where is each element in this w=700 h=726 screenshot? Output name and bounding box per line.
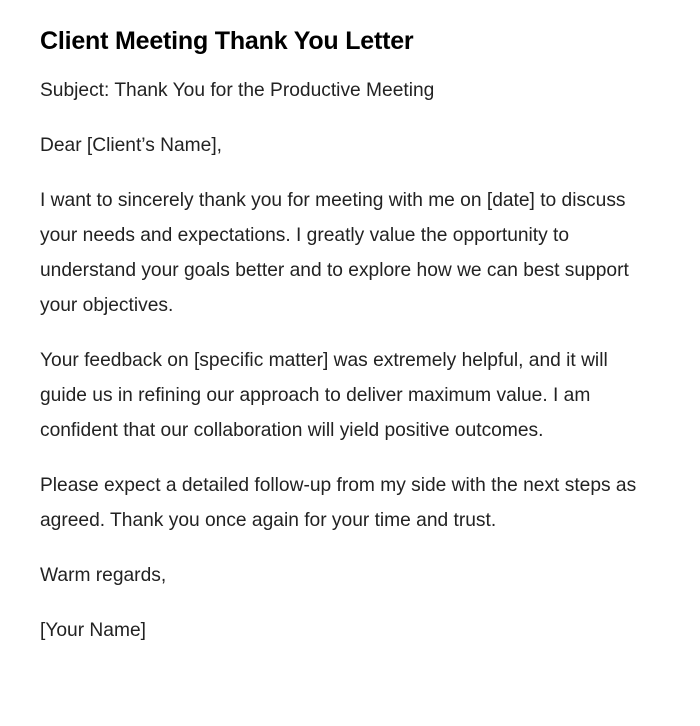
letter-document: [40, 26, 650, 668]
body-paragraph-3: Please expect a detailed follow-up from my side with the next steps as agreed. Thank you once again for your time and trust.: [40, 475, 637, 531]
subject-line: Subject: Thank You for the Productive Meeting: [40, 80, 435, 101]
signature: [Your Name]: [40, 620, 146, 641]
salutation: Dear [Client’s Name],: [40, 135, 222, 156]
closing: Warm regards,: [40, 565, 167, 586]
document-title: Client Meeting Thank You Letter: [40, 27, 414, 55]
body-paragraph-1: I want to sincerely thank you for meeting with me on [date] to discuss your needs and expectations. I greatly value the opportunity to understand your goals better and to explore how we can best support your objectives.: [40, 190, 629, 316]
body-paragraph-2: Your feedback on [specific matter] was extremely helpful, and it will guide us in refining our approach to deliver maximum value. I am confident that our collaboration will yield positive outcomes.: [40, 350, 608, 441]
